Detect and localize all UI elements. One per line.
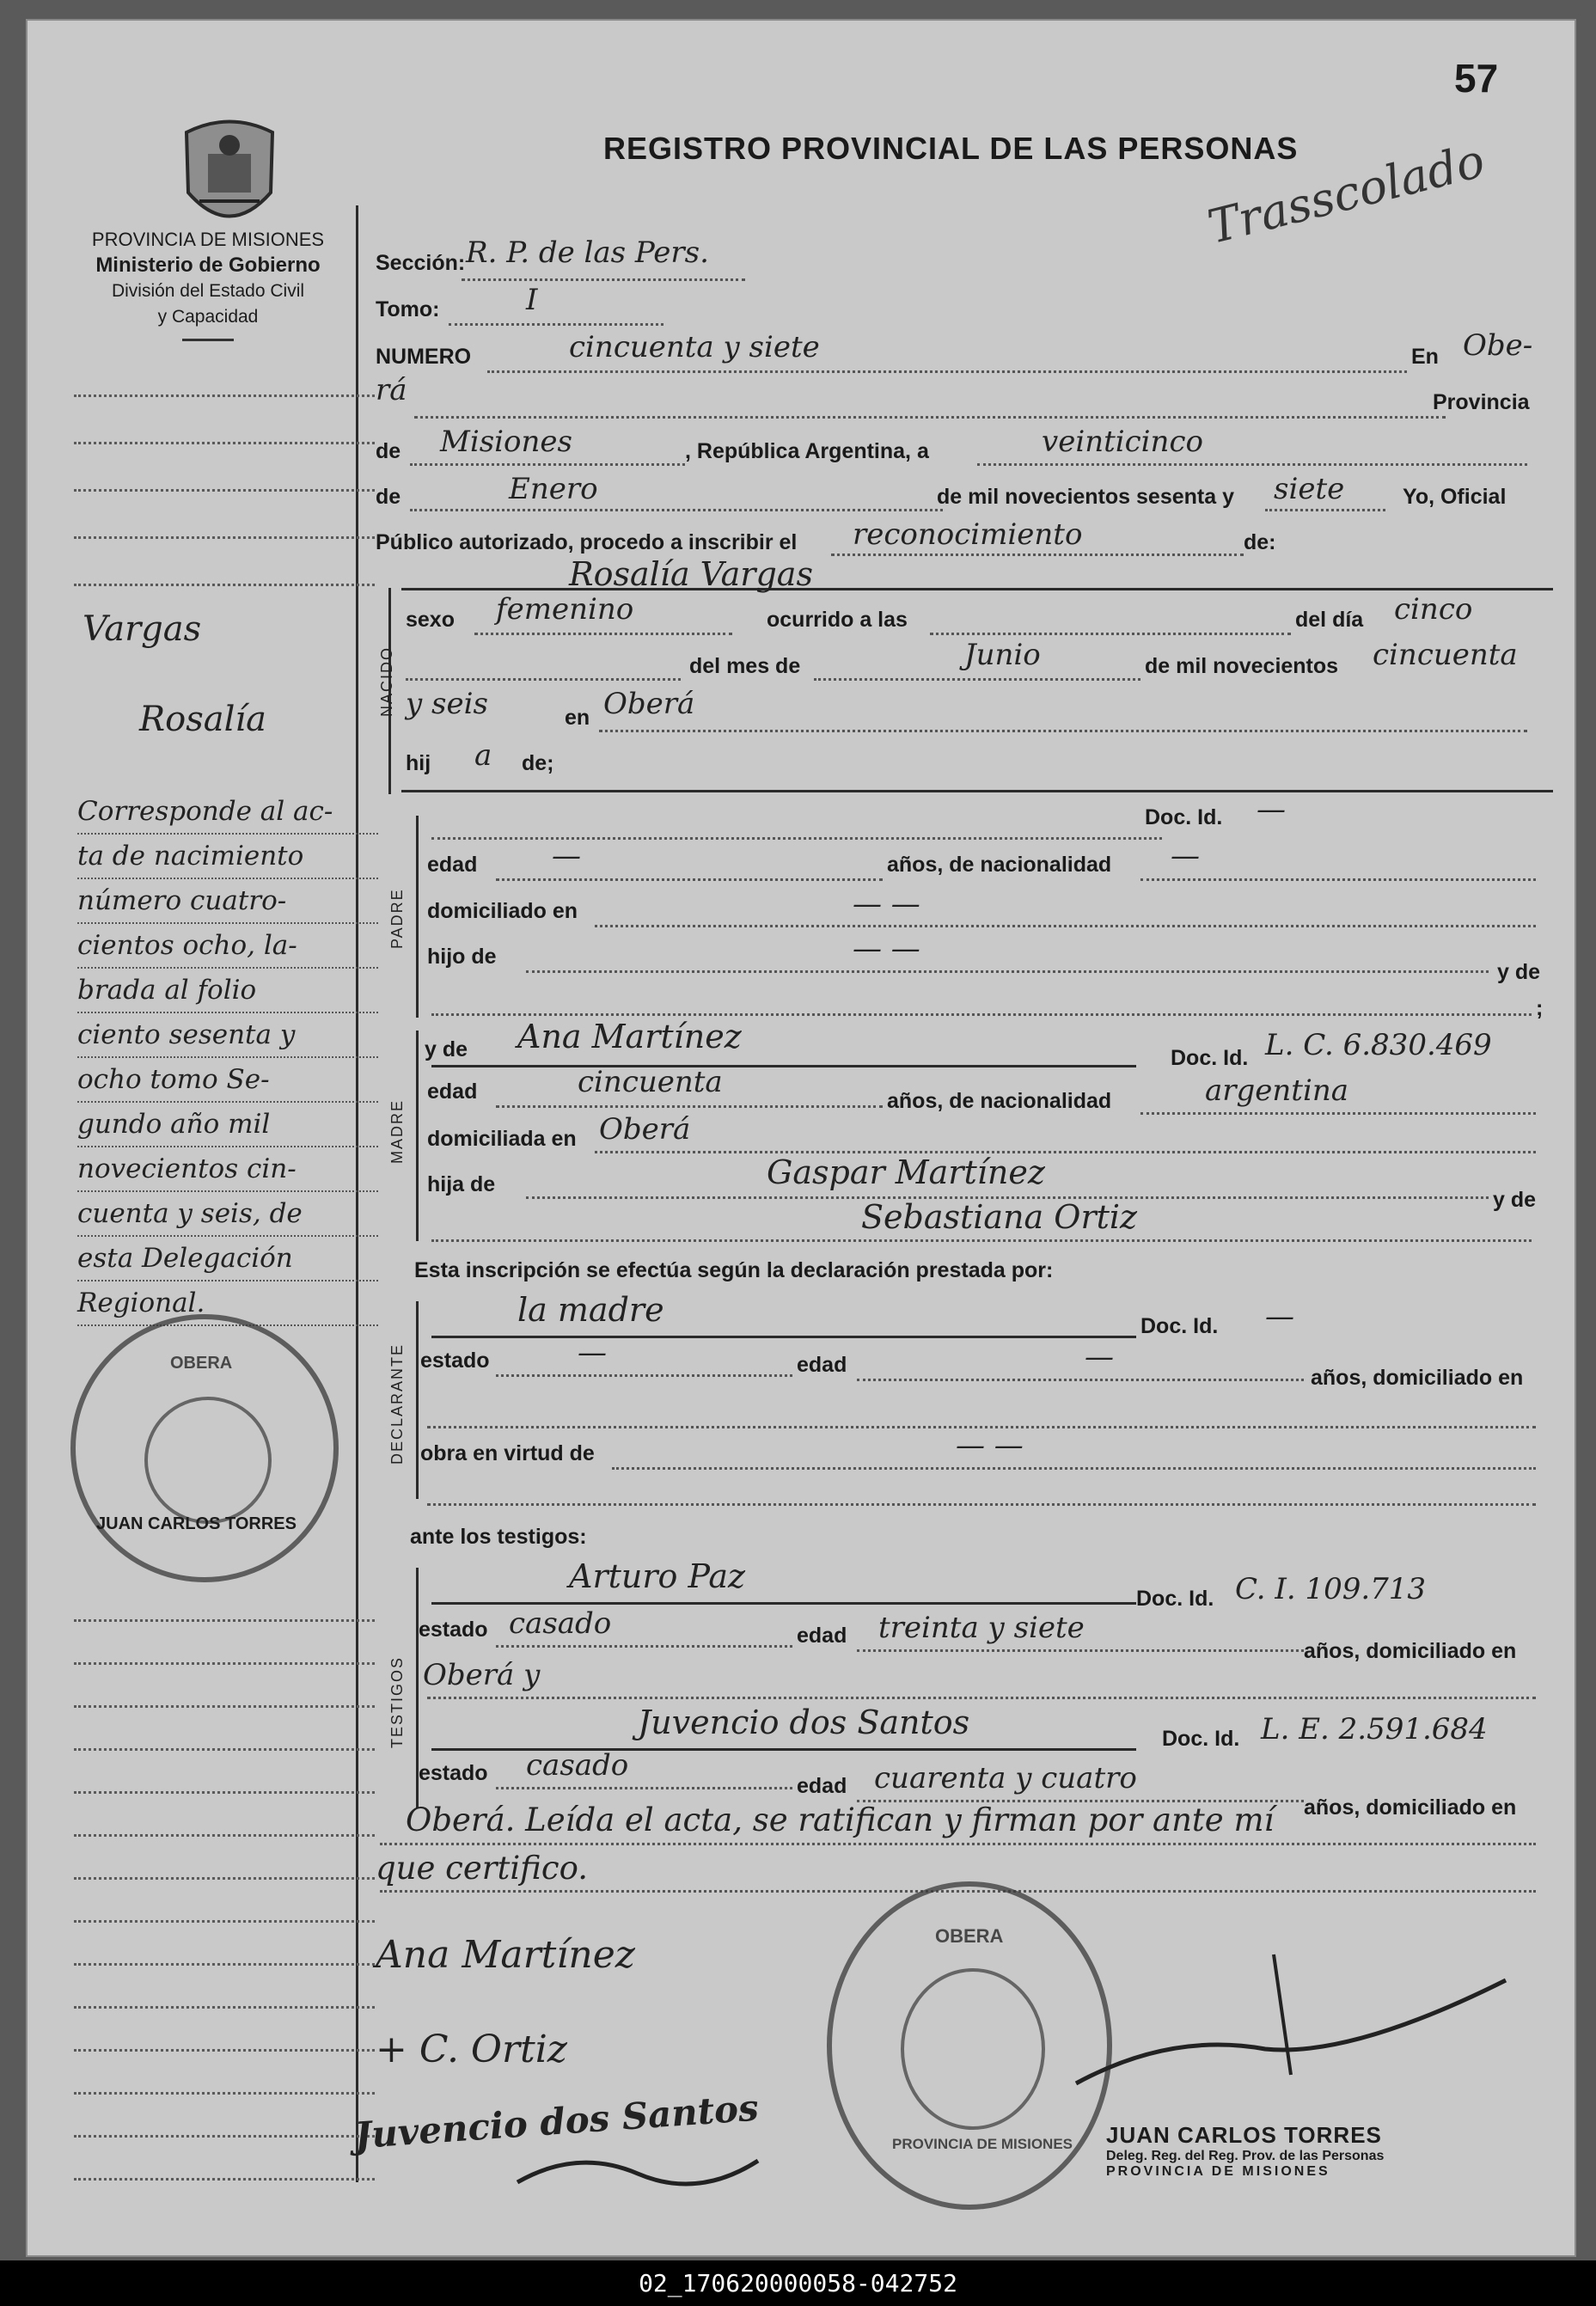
coat-of-arms-icon: [169, 115, 290, 240]
margin-note-line: gundo año mil: [77, 1103, 378, 1147]
madre-mother-name: Sebastiana Ortiz: [861, 1198, 1138, 1236]
padre-edad-label: edad: [427, 853, 478, 877]
padre-doc-value: —: [1257, 792, 1286, 827]
margin-note-line: esta Delegación: [77, 1237, 378, 1281]
testigo2-name: Juvencio dos Santos: [638, 1704, 970, 1741]
official-name: JUAN CARLOS TORRES: [1106, 2122, 1382, 2148]
testigo1-doc-value: C. I. 109.713: [1235, 1572, 1427, 1606]
margin-note-line: novecientos cin-: [77, 1147, 378, 1192]
margin-note-line: Corresponde al ac-: [77, 790, 378, 835]
madre-dom-value: Oberá: [599, 1112, 691, 1147]
nacido-name: Rosalía Vargas: [569, 555, 813, 593]
padre-nac-value: —: [1171, 839, 1200, 873]
en-label-nacido: en: [565, 706, 590, 730]
padre-edad-value: —: [552, 839, 581, 873]
sexo-label: sexo: [406, 608, 455, 632]
declarante-obra-value: — —: [956, 1428, 1024, 1463]
margin-surname: Vargas: [83, 609, 202, 649]
padre-yde-label: y de: [1497, 960, 1541, 984]
margin-note-line: ta de nacimiento: [77, 835, 378, 879]
declarante-estado-label: estado: [420, 1349, 490, 1373]
margin-name: Rosalía: [139, 700, 267, 739]
tomo-value: I: [526, 283, 538, 317]
official-name-left: JUAN CARLOS TORRES: [96, 1514, 297, 1533]
madre-hija-label: hija de: [427, 1172, 496, 1196]
testigo1-name: Arturo Paz: [569, 1557, 746, 1595]
mes-value: Enero: [509, 472, 598, 506]
en-value: Obe-: [1463, 328, 1533, 363]
declarante-edad-label: edad: [797, 1353, 847, 1377]
seccion-value: R. P. de las Pers.: [466, 235, 709, 270]
nacido-lugar: Oberá: [603, 687, 695, 721]
de-label: de: [376, 439, 401, 463]
institution-header: [62, 227, 354, 341]
margin-note-line: número cuatro-: [77, 879, 378, 924]
padre-hijo-label: hijo de: [427, 945, 497, 969]
handwritten-annotation: Trasscolado: [1202, 133, 1490, 254]
padre-dom-value: — —: [853, 887, 920, 921]
dia-value: veinticinco: [1042, 425, 1203, 459]
madre-doc-label: Doc. Id.: [1171, 1046, 1249, 1070]
ministry-name: Ministerio de Gobierno: [95, 254, 321, 277]
declarante-name: la madre: [517, 1291, 664, 1329]
republica-label: , República Argentina, a: [685, 439, 929, 463]
padre-semicolon: ;: [1536, 996, 1544, 1020]
publico-label: Público autorizado, procedo a inscribir el: [376, 530, 798, 554]
signature-mark: + C. Ortiz: [376, 2028, 567, 2071]
en-label: En: [1411, 345, 1439, 369]
declarante-anios-label: años, domiciliado en: [1311, 1366, 1524, 1390]
official-province: PROVINCIA DE MISIONES: [1106, 2164, 1330, 2179]
declarante-intro: Esta inscripción se efectúa según la declaración prestada por:: [414, 1258, 1054, 1282]
testigo1-edad-value: treinta y siete: [878, 1611, 1085, 1645]
section-label-declarante: DECLARANTE: [388, 1343, 406, 1465]
padre-hijo-value: — —: [853, 932, 920, 966]
margin-note-line: cientos ocho, la-: [77, 924, 378, 969]
nacido-dia: cinco: [1394, 592, 1473, 627]
declarante-doc-label: Doc. Id.: [1140, 1314, 1219, 1338]
madre-nac-value: argentina: [1205, 1073, 1349, 1108]
margin-note: [77, 790, 378, 1326]
padre-doc-label: Doc. Id.: [1145, 805, 1223, 829]
declarante-estado-value: —: [578, 1336, 607, 1370]
testigo2-estado-value: casado: [526, 1748, 629, 1783]
testigos-intro: ante los testigos:: [410, 1525, 587, 1549]
madre-edad-value: cincuenta: [578, 1065, 723, 1099]
margin-note-line: Regional.: [77, 1281, 378, 1326]
mil-label: de mil novecientos sesenta y: [937, 485, 1234, 509]
closing-text: Oberá. Leída el acta, se ratifican y firman por ante mí: [406, 1801, 1275, 1838]
testigo2-edad-label: edad: [797, 1774, 847, 1798]
provincia-value: Misiones: [440, 425, 572, 459]
testigo2-anios-label: años, domiciliado en: [1304, 1795, 1517, 1820]
del-dia-label: del día: [1295, 608, 1364, 632]
testigo1-dom-value: Oberá y: [423, 1658, 541, 1692]
section-label-madre: MADRE: [388, 1098, 406, 1164]
tomo-label: Tomo:: [376, 297, 440, 321]
seal-city: OBERA: [170, 1354, 233, 1373]
hij-de-label: de;: [522, 751, 554, 775]
testigo1-doc-label: Doc. Id.: [1136, 1587, 1214, 1611]
testigo2-estado-label: estado: [419, 1761, 488, 1785]
register-page: [26, 19, 1576, 2257]
official-seal-left: [70, 1314, 339, 1582]
section-label-nacido: NACIDO: [378, 645, 395, 717]
numero-value: cincuenta y siete: [569, 330, 820, 364]
madre-dom-label: domiciliada en: [427, 1127, 577, 1151]
page-title: REGISTRO PROVINCIAL DE LAS PERSONAS: [603, 131, 1299, 166]
mil-label-nacido: de mil novecientos: [1145, 654, 1339, 678]
madre-yde2-label: y de: [1493, 1188, 1537, 1212]
madre-nac-label: años, de nacionalidad: [887, 1089, 1112, 1113]
margin-note-line: brada al folio: [77, 969, 378, 1013]
testigo2-edad-value: cuarenta y cuatro: [874, 1761, 1137, 1795]
seccion-label: Sección:: [376, 251, 466, 275]
sexo-value: femenino: [496, 592, 634, 627]
declarante-doc-value: —: [1265, 1300, 1294, 1334]
closing-text-cont: que certifico.: [376, 1850, 588, 1887]
image-id-footer: 02_170620000058-042752: [0, 2260, 1596, 2306]
declarante-edad-value: —: [1085, 1340, 1114, 1374]
madre-doc-value: L. C. 6.830.469: [1265, 1028, 1492, 1062]
margin-note-line: cuenta y seis, de: [77, 1192, 378, 1237]
testigo1-edad-label: edad: [797, 1624, 847, 1648]
madre-edad-label: edad: [427, 1080, 478, 1104]
official-title: Deleg. Reg. del Reg. Prov. de las Personas: [1106, 2149, 1385, 2163]
provincia-label: Provincia: [1433, 390, 1530, 414]
seal-city-right: OBERA: [935, 1925, 1004, 1947]
division-name-cont: y Capacidad: [157, 307, 259, 327]
official-signature-icon: [1067, 1929, 1514, 2109]
testigo2-doc-label: Doc. Id.: [1162, 1727, 1240, 1751]
padre-dom-label: domiciliado en: [427, 899, 578, 923]
page-number: 57: [1454, 56, 1499, 101]
yo-label: Yo, Oficial: [1403, 485, 1507, 509]
padre-nac-label: años, de nacionalidad: [887, 853, 1112, 877]
seal-province: PROVINCIA DE MISIONES: [892, 2136, 1073, 2152]
province-name: PROVINCIA DE MISIONES: [91, 229, 325, 250]
signature-mother: Ana Martínez: [376, 1933, 635, 1977]
testigo1-estado-label: estado: [419, 1618, 488, 1642]
de3-label: de:: [1244, 530, 1276, 554]
mes-label: del mes de: [689, 654, 801, 678]
acto-value: reconocimiento: [853, 517, 1083, 552]
hij-value: a: [474, 738, 492, 773]
margin-note-line: ocho tomo Se-: [77, 1058, 378, 1103]
section-label-padre: PADRE: [388, 888, 406, 949]
anio-value: siete: [1274, 472, 1345, 506]
margin-note-line: ciento sesenta y: [77, 1013, 378, 1058]
de2-label: de: [376, 485, 401, 509]
madre-name: Ana Martínez: [517, 1018, 742, 1055]
hij-label: hij: [406, 751, 431, 775]
signature-flourish-icon: [509, 2144, 767, 2195]
madre-father-name: Gaspar Martínez: [767, 1153, 1045, 1191]
nacido-mes: Junio: [964, 638, 1041, 672]
testigo2-doc-value: L. E. 2.591.684: [1261, 1712, 1488, 1746]
official-stamp-text: [1106, 2122, 1384, 2180]
division-name: División del Estado Civil: [111, 281, 305, 301]
testigo1-anios-label: años, domiciliado en: [1304, 1639, 1517, 1663]
section-label-testigos: TESTIGOS: [388, 1655, 406, 1748]
ocurrido-label: ocurrido a las: [767, 608, 908, 632]
testigo1-estado-value: casado: [509, 1606, 612, 1641]
signature-witness: Juvencio dos Santos: [352, 2086, 761, 2157]
madre-yde-label: y de: [425, 1037, 468, 1061]
nacido-anio-cont: y seis: [406, 687, 488, 721]
numero-label: NUMERO: [376, 345, 472, 369]
nacido-anio: cincuenta: [1373, 638, 1518, 672]
en-value-cont: rá: [376, 373, 407, 407]
declarante-obra-label: obra en virtud de: [420, 1441, 595, 1465]
